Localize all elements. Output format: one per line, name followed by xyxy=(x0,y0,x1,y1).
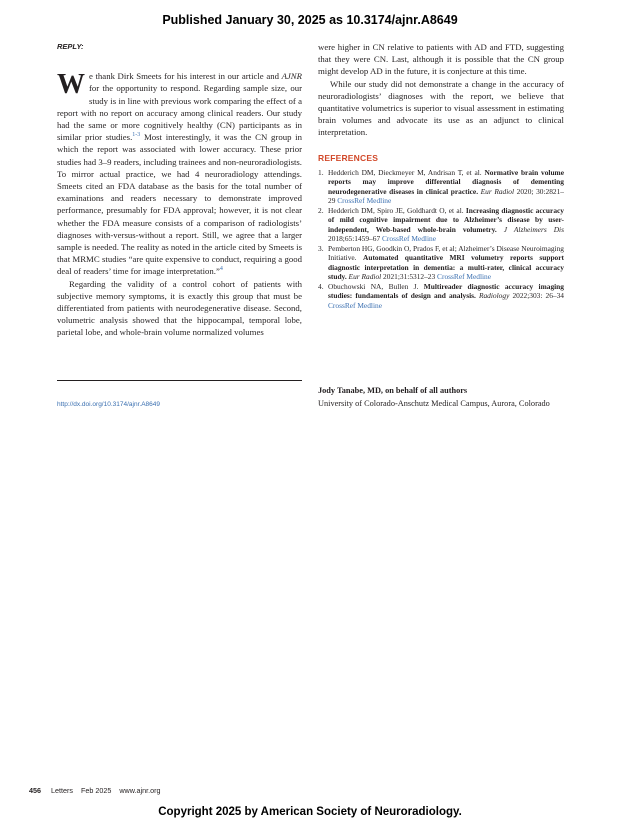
reference-authors: Pemberton HG, Goodkin O, Prados F, et al; Alzheimer’s Disease Neuroimaging Initiative. xyxy=(328,243,564,263)
reference-title: Increasing diagnostic accuracy of mild cognitive impairment due to Alzheimer’s disease by user-independent, Web-based whole-brain volumetry. xyxy=(328,205,564,234)
reply-paragraph-2: Regarding the validity of a control cohort of patients with subjective memory symptoms, it is exactly this group that must be differentiated from patients with neurodegenerative disease. Second, volumetric analysis showed that the hippocampal, temporal lobe, parietal lobe, and whole-brain volume normalized volumes xyxy=(57,278,302,338)
footer-date: Feb 2025 xyxy=(80,786,112,795)
reference-journal: J Alzheimers Dis xyxy=(496,224,564,234)
references-list xyxy=(318,168,564,311)
copyright-banner: Copyright 2025 by American Society of Neuroradiology. xyxy=(158,806,462,818)
author-affiliation: University of Colorado-Anschutz Medical Campus, Aurora, Colorado xyxy=(318,399,550,408)
reply-paragraph-1 xyxy=(57,70,302,277)
reference-details: 2022;303: 26–34 xyxy=(509,291,564,301)
reference-links[interactable]: CrossRef Medline xyxy=(337,196,392,206)
citation-link[interactable]: 4 xyxy=(219,266,223,273)
reference-item xyxy=(318,282,564,311)
paragraph-text: e thank Dirk Smeets for his interest in our article and xyxy=(89,71,282,82)
author-signature: Jody Tanabe, MD, on behalf of all authors xyxy=(318,386,468,395)
reference-authors: Hedderich DM, Dieckmeyer M, Andrisan T, et al. xyxy=(328,167,485,177)
reference-journal: Radiology xyxy=(475,291,510,301)
footer-site: www.ajnr.org xyxy=(119,786,161,795)
references-heading: REFERENCES xyxy=(318,152,379,163)
reference-title: Multireader diagnostic accuracy imaging studies: fundamentals of design and analysis. xyxy=(328,281,564,301)
drop-cap: W xyxy=(57,69,85,101)
reference-links[interactable]: CrossRef Medline xyxy=(382,234,436,244)
page-number: 456 xyxy=(29,786,41,795)
citation-link[interactable]: 1-3 xyxy=(132,132,141,139)
reference-number: 2. xyxy=(318,205,324,215)
left-column xyxy=(57,41,302,339)
reference-details: 2018;65:1459–67 xyxy=(328,234,382,244)
reply-label: REPLY: xyxy=(57,42,84,51)
reference-title: Normative brain volume reports may improve differential diagnosis of dementing neurodegenerative diseases in clinical practice. xyxy=(328,167,564,196)
paragraph-text: for the opportunity to respond. Regarding sample size, our study is in line with previous work comparing the effect of a report with no report on accuracy among clinical readers. Our study had the same or more cognitively healthy (CN) participants as in similar prior studies. xyxy=(57,83,302,143)
reference-number: 3. xyxy=(318,243,324,253)
reply-paragraph-3: were higher in CN relative to patients with AD and FTD, suggesting that they were CN. Last, although it is possible that the CN group might develop AD in the future, it is conjecture at this time. xyxy=(318,42,564,77)
signature-block xyxy=(318,384,550,410)
reference-title: Automated quantitative MRI volumetry reports support diagnostic interpretation in dementia: a multi-rater, clinical accuracy study. xyxy=(328,253,564,282)
reference-journal: Eur Radiol xyxy=(478,186,515,196)
reference-links[interactable]: CrossRef Medline xyxy=(437,272,492,282)
reference-details: 2020; 30:2821–29 xyxy=(328,186,564,206)
reference-item xyxy=(318,206,564,244)
reference-number: 1. xyxy=(318,167,324,177)
reference-number: 4. xyxy=(318,281,324,291)
right-column xyxy=(318,41,564,310)
reference-links[interactable]: CrossRef Medline xyxy=(328,300,382,310)
reference-authors: Obuchowski NA, Bullen J. xyxy=(328,281,424,291)
journal-name: AJNR xyxy=(281,71,302,82)
doi-link[interactable]: http://dx.doi.org/10.3174/ajnr.A8649 xyxy=(57,401,160,408)
reference-item xyxy=(318,244,564,282)
reference-item xyxy=(318,168,564,206)
paragraph-text: Most interestingly, it was the CN group in which the report was associated with lower accuracy. These prior studies had 3–9 readers, including trainees and non-neuroradiologists. To mirror actual practice, we had 4 neuroradiology attendings. Smeets cited an FDA database as the basis for the total number of examinations and readers necessary to demonstrate improved performance, presumably for FDA approval; however, it is not clear whether the FDA measure consists of a comparison of radiologists’ diagnoses with-versus-without a report. Still, we agree that a larger sample is needed. The reality as noted in the article cited by Smeets is that MRMC studies “are quite expensive to conduct, requiring a good deal of readers’ time for image interpretation.” xyxy=(57,132,302,277)
page-footer xyxy=(29,786,169,795)
footer-section: Letters xyxy=(51,786,73,795)
reference-journal: Eur Radiol xyxy=(346,272,382,282)
published-banner: Published January 30, 2025 as 10.3174/ajnr.A8649 xyxy=(162,13,458,27)
column-divider-rule xyxy=(57,380,302,381)
reply-paragraph-4: While our study did not demonstrate a change in the accuracy of neuroradiologists’ diagnoses with the report, we believe that quantitative volumetrics is superior to visual assessment in estimating brain volumes and advocate its use as an adjunct to clinical interpretation. xyxy=(318,78,564,138)
reference-authors: Hedderich DM, Spiro JE, Goldhardt O, et al. xyxy=(328,205,466,215)
reference-details: 2021;31:5312–23 xyxy=(381,272,438,282)
